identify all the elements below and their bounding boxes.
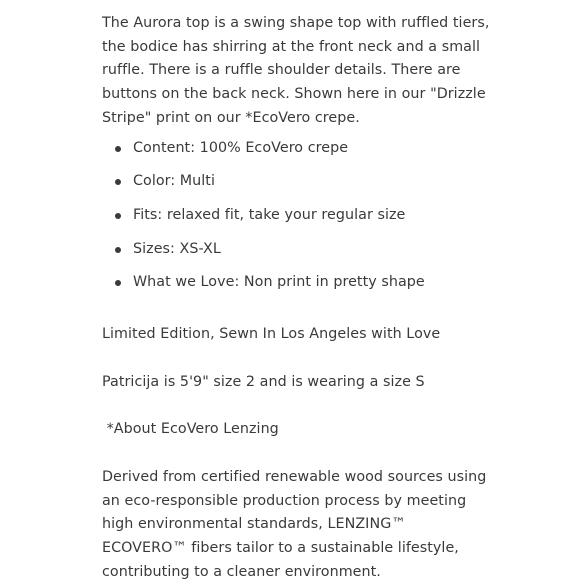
bullet-icon (115, 213, 121, 219)
list-item (102, 271, 502, 295)
list-item (102, 170, 502, 194)
spec-what-we-love: What we Love: Non print in pretty shape (133, 274, 425, 291)
about-ecovero-heading: *About EcoVero Lenzing (102, 421, 279, 438)
product-description (102, 12, 502, 585)
spec-list (102, 137, 502, 295)
list-item (102, 204, 502, 228)
spec-sizes: Sizes: XS-XL (133, 240, 221, 257)
edition-paragraph: Limited Edition, Sewn In Los Angeles with Love (102, 325, 441, 342)
derived-paragraph: Derived from certified renewable wood sources using an eco-responsible production process by meeting high environmental standards, LENZING™ ECOVERO™ fibers tailor to a sustainable lifestyle, contributing to a cleaner environment. (102, 469, 487, 580)
bullet-icon (115, 179, 121, 185)
list-item (102, 238, 502, 262)
spec-fit: Fits: relaxed fit, take your regular size (133, 206, 406, 223)
model-info-paragraph: Patricija is 5'9" size 2 and is wearing a size S (102, 373, 425, 390)
bullet-icon (115, 247, 121, 253)
intro-paragraph: The Aurora top is a swing shape top with ruffled tiers, the bodice has shirring at the front neck and a small ruffle. There is a ruffle shoulder details. There are buttons on the back neck. Shown here in our "Drizzle Stripe" print on our *EcoVero crepe. (102, 15, 490, 126)
list-item (102, 137, 502, 161)
spec-content: Content: 100% EcoVero crepe (133, 139, 349, 156)
bullet-icon (115, 280, 121, 286)
bullet-icon (115, 146, 121, 152)
spec-color: Color: Multi (133, 173, 215, 190)
